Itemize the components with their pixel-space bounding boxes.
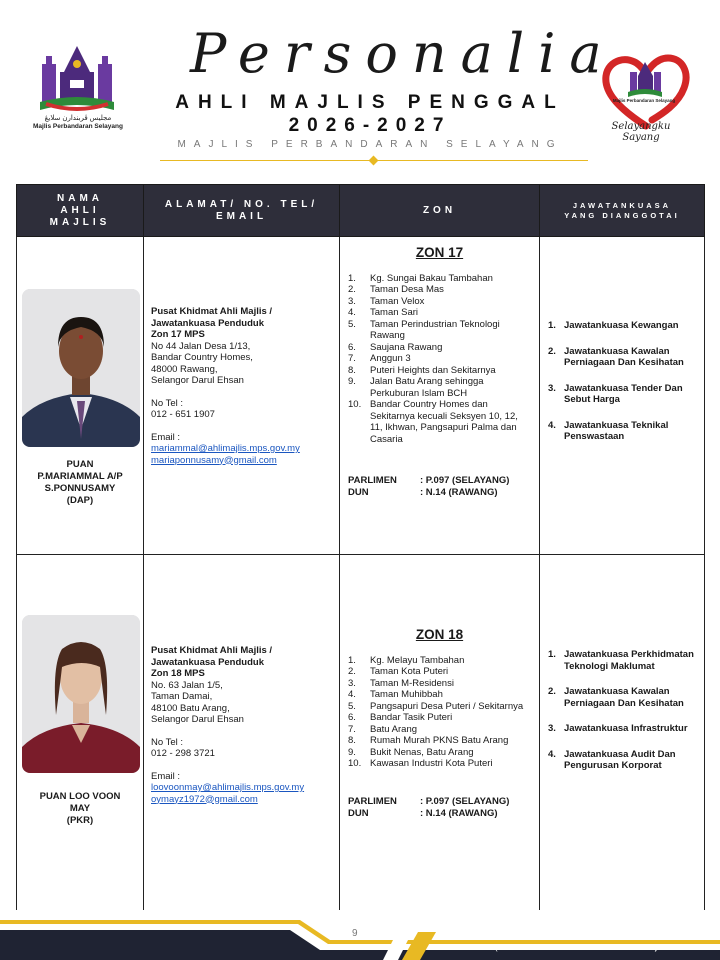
logo-left-arabic: مجليس ڤربندارن سلايڠ <box>44 115 112 122</box>
col-header-jawatankuasa: JAWATANKUASA YANG DIANGGOTAI <box>540 185 705 237</box>
committee-item: 1. Jawatankuasa Perkhidmatan Teknologi Maklumat <box>548 649 694 672</box>
area-item: 7. Anggun 3 <box>348 353 411 364</box>
phone-number: 012 - 651 1907 <box>151 409 215 420</box>
edition-note: EDARAN KEDUA (TARIKH DIKEMASKINI : 4 FEBRUARI 2026) <box>430 943 658 952</box>
area-item: 10. Kawasan Industri Kota Puteri <box>348 758 493 769</box>
committee-item: 1. Jawatankuasa Kewangan <box>548 320 679 331</box>
area-item: 1. Kg. Sungai Bakau Tambahan <box>348 272 493 284</box>
committee-item: 4. Jawatankuasa Audit Dan Pengurusan Korporat <box>548 748 676 771</box>
area-item: 4. Taman Muhibbah <box>348 689 443 700</box>
area-item: 6. Saujana Rawang <box>348 341 443 353</box>
page-number: 9 <box>352 928 358 939</box>
term-years: 2026-2027 <box>288 115 452 136</box>
area-item: 5. Taman Perindustrian Teknologi Rawang <box>348 318 500 341</box>
area-list <box>348 655 531 770</box>
party: (PKR) <box>66 815 94 826</box>
council-members-table <box>16 184 705 915</box>
area-item: 1. Kg. Melayu Tambahan <box>348 654 465 666</box>
area-item: 7. Batu Arang <box>348 723 418 735</box>
logo-right-caption: Majlis Perbandaran Selayang <box>612 98 676 103</box>
area-item: 3. Taman M-Residensi <box>348 677 454 689</box>
area-item: 8. Rumah Murah PKNS Batu Arang <box>348 735 509 746</box>
area-item: 8. Puteri Heights dan Sekitarnya <box>348 364 496 376</box>
logo-left-caption: Majlis Perbandaran Selayang <box>33 123 123 130</box>
member-photo <box>22 289 140 447</box>
committee-item: 3. Jawatankuasa Tender Dan Sebut Harga <box>548 382 683 405</box>
area-item: 9. Jalan Batu Arang sehingga Perkuburan Islam BCH <box>348 376 484 399</box>
area-item: 2. Taman Desa Mas <box>348 284 444 295</box>
email-link[interactable]: loovoonmay@ahlimajlis.mps.gov.my <box>151 782 305 793</box>
logo-right-slogan: Selayangku Sayang <box>611 121 671 143</box>
col-header-zon: ZON <box>340 185 540 237</box>
area-list <box>348 273 531 446</box>
area-item: 4. Taman Sari <box>348 307 419 318</box>
page-subtitle: MAJLIS PERBANDARAN SELAYANG <box>177 139 563 150</box>
area-item: 10. Bandar Country Homes dan Sekitarnya kecuali Seksyen 10, 12, 11, Ikhwan, Pangsapuri Palma dan Casaria <box>348 399 518 445</box>
committee-cell <box>540 237 705 555</box>
address-cell: Pusat Khidmat Ahli Majlis / Jawatankuasa Penduduk Zon 18 MPS No. 63 Jalan 1/5, Taman Damai, 48100 Batu Arang, Selangor Darul Ehsan No Tel : 012 - 298 3721 Email : loovoonmay@ahlimajlis.mps.gov.my oymayz1972@gmail.com <box>144 555 340 915</box>
table-row <box>17 555 705 915</box>
committee-cell <box>540 555 705 915</box>
zone-cell <box>340 555 540 915</box>
table-row <box>17 237 705 555</box>
footer-band <box>0 910 720 960</box>
page-title: AHLI MAJLIS PENGGAL <box>175 92 565 113</box>
committee-item: 4. Jawatankuasa Teknikal Penswastaan <box>548 419 669 442</box>
page-header <box>0 0 720 180</box>
zone-cell <box>340 237 540 555</box>
committee-item: 2. Jawatankuasa Kawalan Perniagaan Dan Kesihatan <box>548 345 684 368</box>
zone-title: ZON 18 <box>415 627 464 642</box>
zone-title: ZON 17 <box>415 245 464 260</box>
committee-item: 2. Jawatankuasa Kawalan Perniagaan Dan Kesihatan <box>548 686 684 709</box>
member-name: PUAN P.MARIAMMAL A/P S.PONNUSAMY (DAP) <box>17 459 143 507</box>
table-header-row <box>17 185 705 237</box>
divider-diamond <box>369 156 379 166</box>
address-cell: Pusat Khidmat Ahli Majlis / Jawatankuasa Penduduk Zon 17 MPS No 44 Jalan Desa 1/13, Bandar Country Homes, 48000 Rawang, Selangor Darul Ehsan No Tel : 012 - 651 1907 Email : mariammal@ahlimajlis.mps.gov.my mariaponnusamy@gmail.com <box>144 237 340 555</box>
area-item: 5. Pangsapuri Desa Puteri / Sekitarnya <box>348 700 524 712</box>
email-link[interactable]: oymayz1972@gmail.com <box>151 793 258 805</box>
col-header-nama: NAMA AHLI MAJLIS <box>17 185 144 237</box>
member-name: PUAN LOO VOON MAY (PKR) <box>17 791 143 827</box>
area-item: 3. Taman Velox <box>348 295 425 307</box>
member-name-cell <box>17 555 144 915</box>
committee-list <box>548 320 696 443</box>
col-header-alamat: ALAMAT/ NO. TEL/ EMAIL <box>144 185 340 237</box>
email-link[interactable]: mariammal@ahlimajlis.mps.gov.my <box>151 443 300 454</box>
phone-number: 012 - 298 3721 <box>151 748 215 759</box>
committee-item: 3. Jawatankuasa Infrastruktur <box>548 723 688 734</box>
member-photo <box>22 615 140 773</box>
constituency-info: PARLIMEN : P.097 (SELAYANG) DUN : N.14 (RAWANG) <box>348 475 510 498</box>
party: (DAP) <box>66 495 94 506</box>
area-item: 6. Bandar Tasik Puteri <box>348 712 453 723</box>
area-item: 9. Bukit Nenas, Batu Arang <box>348 746 474 758</box>
area-item: 2. Taman Kota Puteri <box>348 666 449 677</box>
page-title-script: Personalia <box>190 22 616 85</box>
constituency-info: PARLIMEN : P.097 (SELAYANG) DUN : N.14 (RAWANG) <box>348 795 510 819</box>
committee-list <box>548 649 696 772</box>
member-name-cell <box>17 237 144 555</box>
email-link[interactable]: mariaponnusamy@gmail.com <box>151 454 277 466</box>
